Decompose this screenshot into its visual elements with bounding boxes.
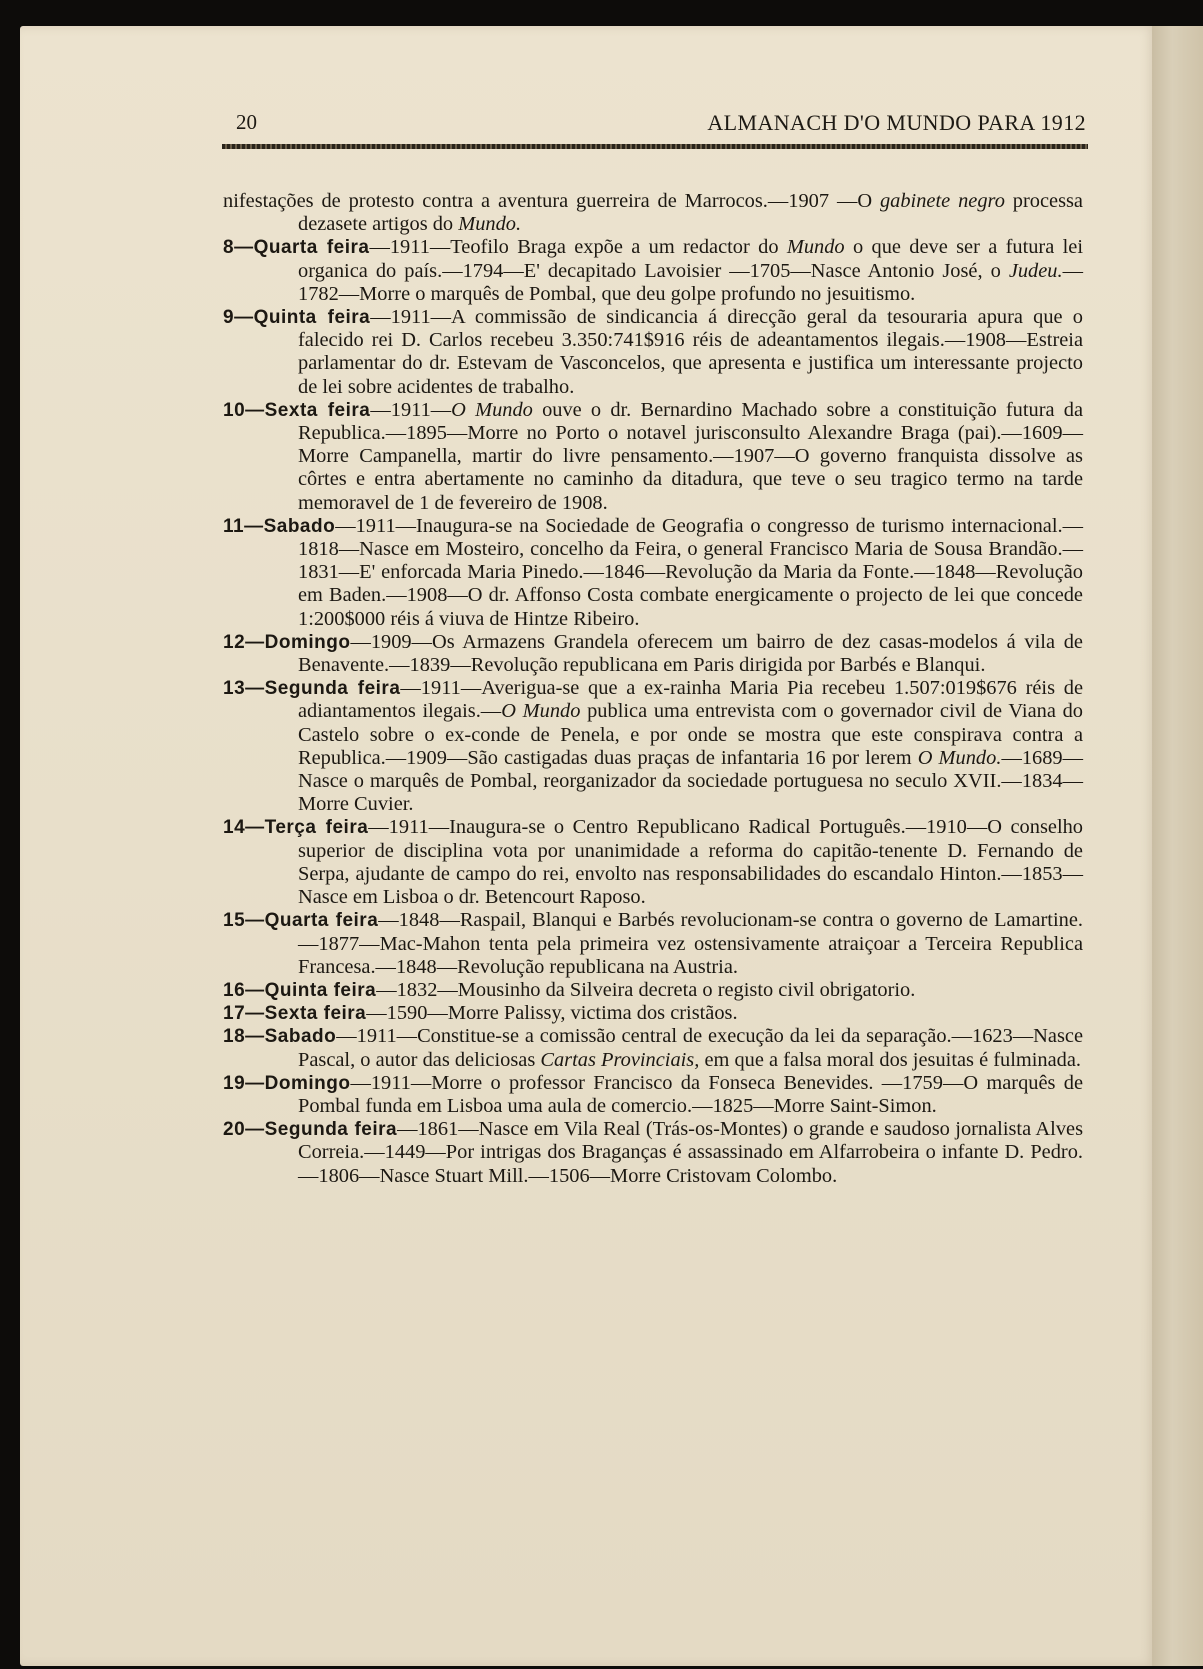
entry-text: processa dezasete artigos do — [298, 190, 1083, 236]
almanac-entry — [223, 909, 1083, 979]
entry-text: —1909—Os Armazens Grandela oferecem um bairro de dez casas-modelos á vila de Benavente.—1839—Revolução republicana em Paris dirigida por Barbés e Blanqui. — [298, 630, 1083, 677]
entry-day: 12—Domingo — [223, 631, 351, 653]
entry-day: 14—Terça feira — [223, 817, 369, 839]
entry-day: 20—Segunda feira — [223, 1119, 398, 1141]
header-rule — [222, 144, 1088, 149]
entry-text: —1689—Nasce o marquês de Pombal, reorganizador da sociedade portuguesa no seculo XVII.—1834—Morre Cuvier. — [298, 746, 1083, 816]
entry-text: —1911—Inaugura-se na Sociedade de Geografia o congresso de turismo internacional.—1818—Nasce em Mosteiro, concelho da Feira, o general Francisco Maria de Sousa Brandão.—1831—E' enforcada Maria Pinedo.—1846—Revolução da Maria da Fonte.—1848—Revolução em Baden.—1908—O dr. Affonso Costa combate energicamente o projecto de lei que concede 1:200$000 réis á viuva de Hintze Ribeiro. — [298, 514, 1083, 630]
entry-text: —1911—A commissão de sindicancia á direcção geral da tesouraria apura que o falecido rei D. Carlos recebeu 3.350:741$916 réis de adeantamentos ilegais.—1908—Estreia parlamentar do dr. Estevam de Vasconcelos, que apresenta e justifica um interessante projecto de lei sobre acidentes de trabalho. — [298, 306, 1083, 398]
almanac-entry — [223, 1025, 1083, 1071]
entry-day: 13—Segunda feira — [223, 678, 401, 700]
entry-text: —1861—Nasce em Vila Real (Trás-os-Montes) o grande e saudoso jornalista Alves Correia.—1449—Por intrigas dos Braganças é assassinado em Alfarrobeira o infante D. Pedro.—1806—Nasce Stuart Mill.—1506—Morre Cristovam Colombo. — [298, 1118, 1083, 1187]
running-title: ALMANACH D'O MUNDO PARA 1912 — [707, 110, 1086, 135]
almanac-entry — [223, 816, 1083, 909]
entry-day: 8—Quarta feira — [223, 237, 370, 259]
page-header — [236, 110, 1086, 140]
entry-italic-text: Mundo. — [458, 213, 522, 236]
almanac-entry — [223, 677, 1083, 816]
entry-italic-text: gabinete negro — [879, 190, 1005, 212]
almanac-entry — [223, 1072, 1083, 1118]
entry-text: —1911—Averigua-se que a ex-rainha Maria Pia recebeu 1.507:019$676 réis de adiantamentos ilegais.— — [298, 677, 1083, 723]
entry-italic-text: O Mundo — [501, 700, 581, 723]
entry-day: 9—Quinta feira — [223, 307, 371, 329]
entry-text: —1911—Teofilo Braga expõe a um redactor do — [369, 236, 787, 259]
entry-text: —1848—Raspail, Blanqui e Barbés revolucionam-se contra o governo de Lamartine.—1877—Mac-Mahon tenta pela primeira vez ostensivamente atraiçoar a Terceira Republica Francesa.—1848—Revolução republicana na Austria. — [298, 909, 1083, 978]
page-number: 20 — [236, 110, 257, 134]
entry-italic-text: Cartas Provinciais, — [540, 1048, 700, 1071]
entry-day: 19—Domingo — [223, 1072, 351, 1094]
entry-text: nifestações de protesto contra a aventura guerreira de Marrocos.—1907 —O — [223, 190, 880, 212]
almanac-entry — [223, 631, 1083, 677]
entry-italic-text: O Mundo — [451, 398, 533, 421]
entry-text: ouve o dr. Bernardino Machado sobre a constituição futura da Republica.—1895—Morre no Porto o notavel jurisconsulto Alexandre Braga (pai).—1609—Morre Campanella, martir do livre pensamento.—1907—O governo franquista dissolve as côrtes e entra abertamente no caminho da ditadura, que teve o seu tragico termo na tarde memoravel de 1 de fevereiro de 1908. — [298, 398, 1083, 514]
entry-italic-text: O Mundo. — [917, 746, 1002, 769]
almanac-entry — [223, 399, 1083, 515]
entry-text: —1911—Morre o professor Francisco da Fonseca Benevides. —1759—O marquês de Pombal funda em Lisboa uma aula de comercio.—1825—Morre Saint-Simon. — [298, 1071, 1083, 1117]
almanac-entry — [223, 979, 1083, 1002]
entry-day: 10—Sexta feira — [223, 399, 371, 421]
entry-text: em que a falsa moral dos jesuitas é fulminada. — [699, 1048, 1081, 1071]
entry-text: —1911—Constitue-se a comissão central de execução da lei da separação.—1623—Nasce Pascal, o autor das deliciosas — [298, 1025, 1083, 1071]
entry-text: o que deve ser a futura lei organica do país.—1794—E' decapitado Lavoisier —1705—Nasce Antonio José, o — [298, 236, 1083, 282]
entry-text: —1911—Inaugura-se o Centro Republicano Radical Português.—1910—O conselho superior de disciplina vota por unanimidade a reforma do capitão-tenente D. Fernando de Serpa, ajudante de campo do rei, envolto nas responsabilidades do escandalo Hinton.—1853—Nasce em Lisboa o dr. Betencourt Raposo. — [298, 816, 1083, 909]
entry-text: —1590—Morre Palissy, victima dos cristãos. — [366, 1002, 738, 1025]
entry-text: —1832—Mousinho da Silveira decreta o registo civil obrigatorio. — [376, 978, 916, 1001]
entry-text: publica uma entrevista com o governador civil de Viana do Castelo sobre o ex-conde de Penela, e por onde se mostra que este conspirava contra a Republica.—1909—São castigadas duas praças de infantaria 16 por lerem — [298, 700, 1083, 769]
entry-day: 17—Sexta feira — [223, 1003, 367, 1025]
almanac-entry — [223, 306, 1083, 399]
entry-text: —1782—Morre o marquês de Pombal, que deu golpe profundo no jesuitismo. — [298, 259, 1083, 305]
entry-italic-text: Judeu. — [1008, 259, 1063, 282]
entry-italic-text: Mundo — [786, 236, 845, 259]
entry-day: 11—Sabado — [223, 515, 336, 537]
almanac-entry — [223, 236, 1083, 306]
page-fold-edge — [1152, 26, 1203, 1666]
entry-text: —1911— — [370, 398, 452, 421]
almanac-entry — [223, 1002, 1083, 1025]
almanac-entry — [223, 515, 1083, 631]
almanac-entry — [223, 1118, 1083, 1188]
almanac-body — [223, 190, 1083, 1188]
almanac-entry — [223, 190, 1083, 236]
entry-day: 18—Sabado — [223, 1026, 337, 1048]
entry-day: 15—Quarta feira — [223, 910, 379, 932]
entry-day: 16—Quinta feira — [223, 979, 377, 1001]
